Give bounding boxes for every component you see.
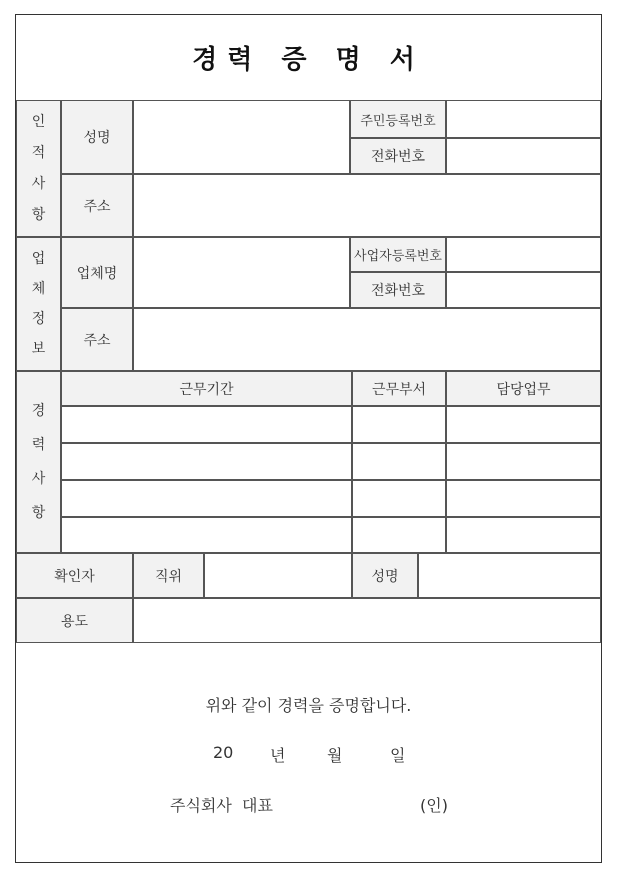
duty-header: 담당업무 — [446, 371, 601, 406]
confirmer-name-label: 성명 — [352, 553, 418, 598]
section-char: 정 — [31, 311, 46, 327]
section-char: 항 — [31, 206, 46, 223]
company-section-label — [16, 237, 61, 371]
career-section-label — [16, 371, 61, 553]
company-name-field[interactable] — [133, 237, 350, 308]
day-label: 일 — [390, 746, 406, 765]
career-dept-cell[interactable] — [352, 443, 446, 480]
certificate-form — [15, 14, 602, 863]
personal-name-label: 성명 — [61, 100, 133, 174]
dept-header: 근무부서 — [352, 371, 446, 406]
career-dept-cell[interactable] — [352, 480, 446, 517]
career-period-cell[interactable] — [61, 443, 352, 480]
career-period-cell[interactable] — [61, 406, 352, 443]
purpose-field[interactable] — [133, 598, 601, 643]
section-char: 적 — [31, 145, 46, 162]
career-duty-cell[interactable] — [446, 517, 601, 553]
section-char: 항 — [31, 505, 46, 521]
brn-field[interactable] — [446, 237, 601, 272]
month-label: 월 — [327, 746, 343, 765]
career-duty-cell[interactable] — [446, 406, 601, 443]
section-char: 인 — [31, 114, 46, 131]
purpose-label: 용도 — [16, 598, 133, 643]
section-char: 력 — [31, 437, 46, 453]
section-char: 체 — [31, 281, 46, 297]
brn-label: 사업자등록번호 — [350, 237, 446, 272]
career-duty-cell[interactable] — [446, 480, 601, 517]
career-dept-cell[interactable] — [352, 406, 446, 443]
year-label: 년 — [270, 746, 286, 765]
rrn-field[interactable] — [446, 100, 601, 138]
section-char: 업 — [31, 251, 46, 267]
company-address-label: 주소 — [61, 308, 133, 371]
section-char: 사 — [31, 471, 46, 487]
company-phone-label: 전화번호 — [350, 272, 446, 308]
career-period-cell[interactable] — [61, 480, 352, 517]
personal-phone-field[interactable] — [446, 138, 601, 174]
personal-address-field[interactable] — [133, 174, 601, 237]
company-name-label: 업체명 — [61, 237, 133, 308]
year-prefix: 20 — [213, 743, 234, 762]
period-header: 근무기간 — [61, 371, 352, 406]
career-dept-cell[interactable] — [352, 517, 446, 553]
document-title: 경력 증 명 서 — [192, 45, 425, 75]
personal-section-label — [16, 100, 61, 237]
confirmer-label: 확인자 — [16, 553, 133, 598]
career-duty-cell[interactable] — [446, 443, 601, 480]
confirmer-name-field[interactable] — [418, 553, 601, 598]
section-char: 경 — [31, 403, 46, 419]
company-representative: 주식회사 대표 — [170, 796, 273, 815]
personal-name-field[interactable] — [133, 100, 350, 174]
company-phone-field[interactable] — [446, 272, 601, 308]
rrn-label: 주민등록번호 — [350, 100, 446, 138]
career-period-cell[interactable] — [61, 517, 352, 553]
section-char: 보 — [31, 341, 46, 357]
personal-phone-label: 전화번호 — [350, 138, 446, 174]
position-field[interactable] — [204, 553, 352, 598]
section-char: 사 — [31, 175, 46, 192]
seal-mark: (인) — [420, 796, 448, 815]
position-label: 직위 — [133, 553, 204, 598]
personal-address-label: 주소 — [61, 174, 133, 237]
company-address-field[interactable] — [133, 308, 601, 371]
certification-statement: 위와 같이 경력을 증명합니다. — [205, 696, 412, 715]
